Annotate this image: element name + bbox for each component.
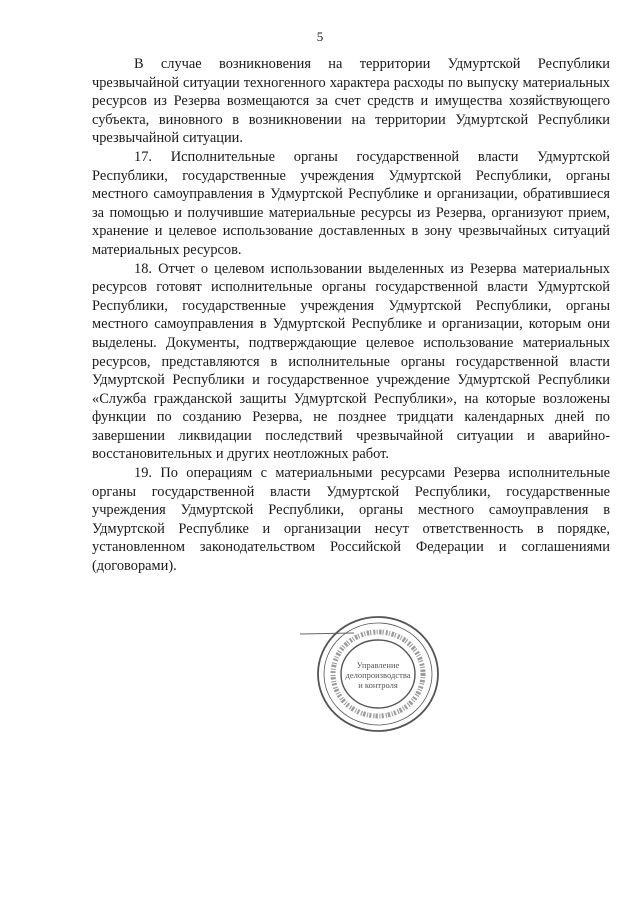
seal-line-3: и контроля (358, 680, 398, 690)
document-body (92, 55, 610, 576)
paragraph-18: 18. Отчет о целевом использовании выделенных из Резерва материальных ресурсов готовят исполнительные органы государственной власти Удмуртской Республики, государственные учреждения Удмуртской Республики, органы местного самоуправления в Удмуртской Республике и организации, которым они выделены. Документы, подтверждающие целевое использование материальных ресурсов, представляются в исполнительные органы государственной власти Удмуртской Республики и государственное учреждение Удмуртской Республики «Служба гражданской защиты Удмуртской Республики», на которые возложены функции по созданию Резерва, не позднее тридцати календарных дней по завершении ликвидации последствий чрезвычайной ситуации и аварийно-восстановительных и других неотложных работ. (92, 260, 610, 463)
paragraph-1: В случае возникновения на территории Удмуртской Республики чрезвычайной ситуации техногенного характера расходы по выпуску материальных ресурсов из Резерва возмещаются за счет средств и имущества хозяйствующего субъекта, виновного в возникновении на территории Удмуртской Республики чрезвычайной ситуации. (92, 56, 610, 147)
seal-line-2: делопроизводства (345, 670, 411, 680)
official-seal (292, 612, 442, 736)
seal-line-1: Управление (356, 660, 400, 670)
page-number: 5 (316, 29, 324, 44)
paragraph-17: 17. Исполнительные органы государственной власти Удмуртской Республики, государственные учреждения Удмуртской Республики, органы местного самоуправления в Удмуртской Республике и организации, обратившиеся за помощью и получившие материальные ресурсы из Резерва, организуют прием, хранение и целевое использование доставленных в зону чрезвычайных ситуаций материальных ресурсов. (92, 148, 610, 258)
paragraph-19: 19. По операциям с материальными ресурсами Резерва исполнительные органы государственной власти Удмуртской Республики, государственные учреждения Удмуртской Республики, органы местного самоуправления в Удмуртской Республике и организации несут ответственность в порядке, установленном законодательством Российской Федерации и соглашениями (договорами). (92, 465, 610, 575)
